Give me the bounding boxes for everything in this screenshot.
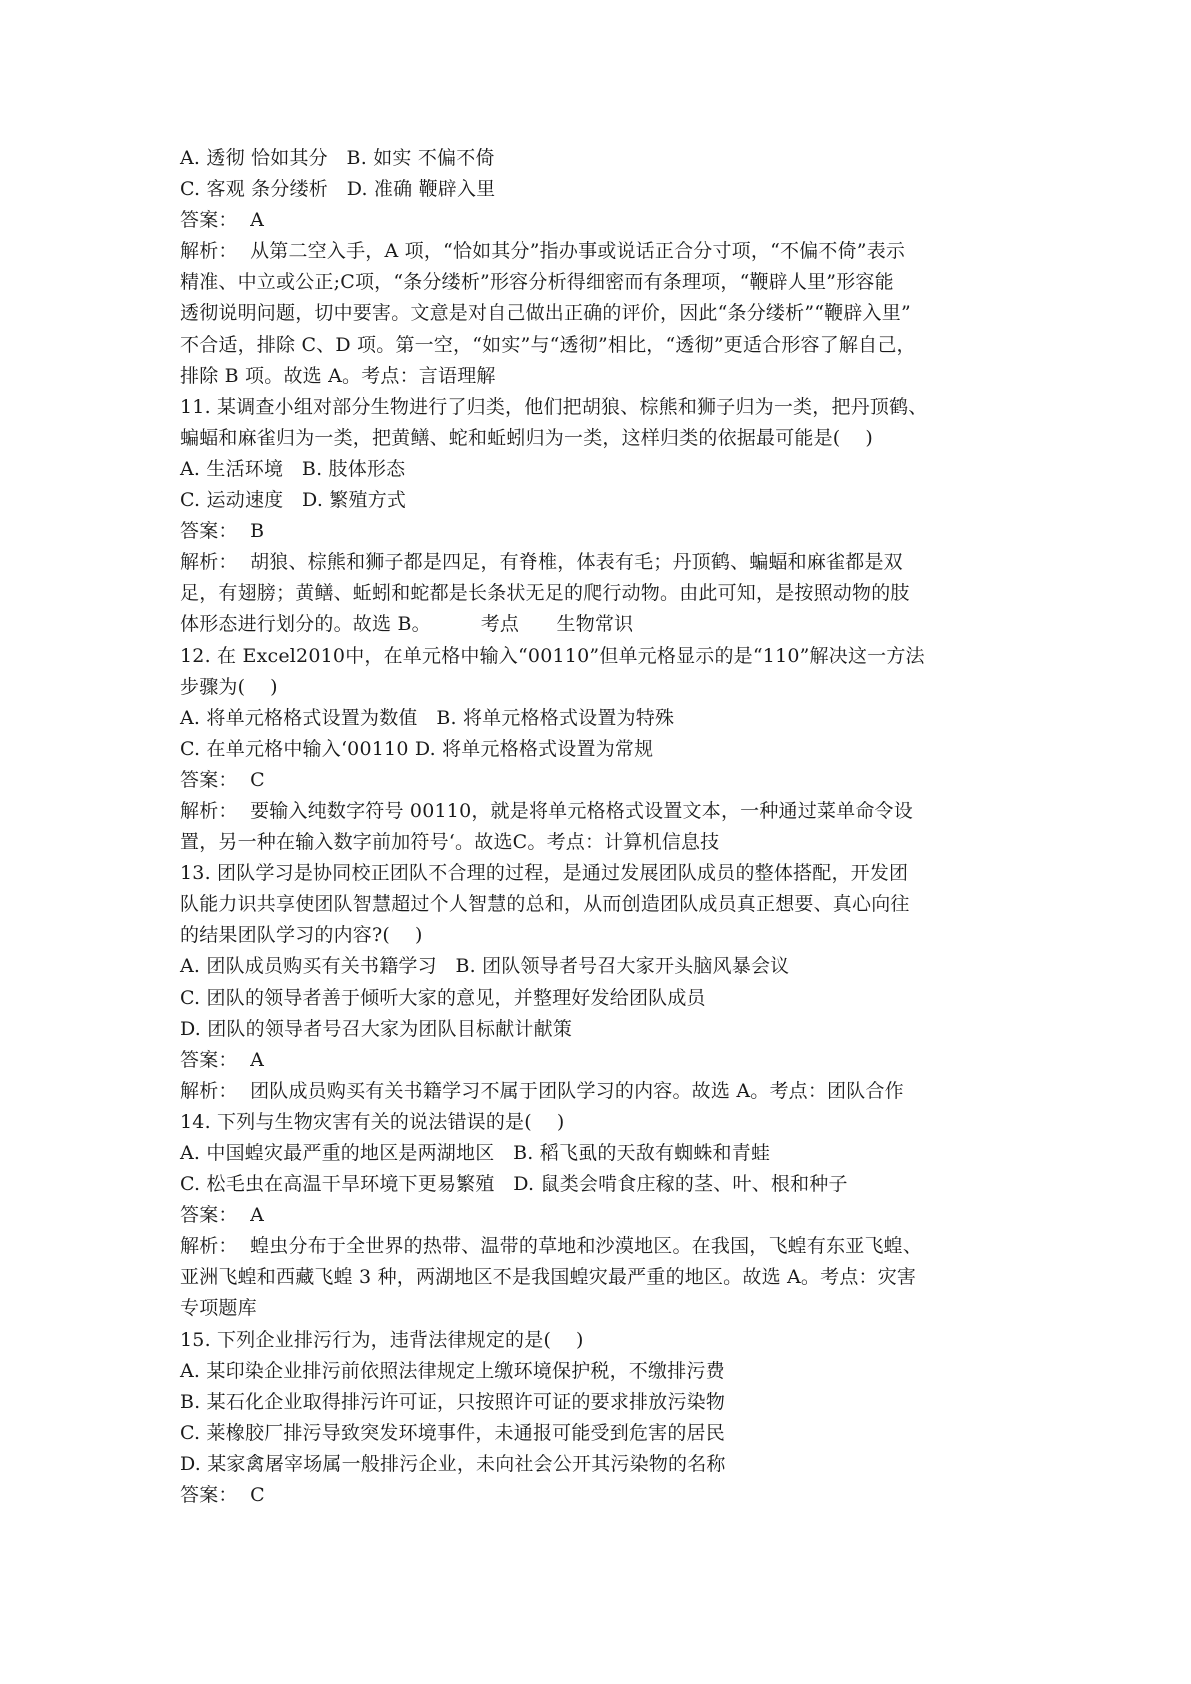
option-line: C. 松毛虫在高温干旱环境下更易繁殖 D. 鼠类会啃食庄稼的茎、叶、根和种子 [180,1173,848,1196]
answer-line: 答案： B [180,520,265,543]
explanation-line: 解析： 团队成员购买有关书籍学习不属于团队学习的内容。故选 A。考点：团队合作 [180,1079,904,1102]
option-line: B. 某石化企业取得排污许可证，只按照许可证的要求排放污染物 [180,1390,726,1413]
explanation-line: 解析： 蝗虫分布于全世界的热带、温带的草地和沙漠地区。在我国，飞蝗有东亚飞蝗、 [180,1235,923,1258]
explanation-line: 亚洲飞蝗和西藏飞蝗 3 种，两湖地区不是我国蝗灾最严重的地区。故选 A。考点：灾害 [180,1266,917,1289]
answer-line: 答案： A [180,209,265,232]
option-line: C. 团队的领导者善于倾听大家的意见，并整理好发给团队成员 [180,986,706,1009]
explanation-line: 透彻说明问题，切中要害。文意是对自己做出正确的评价，因此“条分缕析”“鞭辟入里” [180,302,911,325]
explanation-line: 解析： 从第二空入手，A 项，“恰如其分”指办事或说话正合分寸项，“不偏不倚”表示 [180,240,906,263]
explanation-line: 不合适，排除 C、D 项。第一空，“如实”与“透彻”相比，“透彻”更适合形容了解自己， [180,333,916,356]
option-line: C. 莱橡胶厂排污导致突发环境事件，未通报可能受到危害的居民 [180,1421,725,1444]
document-page [180,143,1080,1511]
explanation-line: 置，另一种在输入数字前加符号‘。故选C。考点：计算机信息技 [180,831,720,854]
explanation-line: 解析： 要输入纯数字符号 00110，就是将单元格格式设置文本，一种通过菜单命令设 [180,799,913,822]
explanation-line: 精准、中立或公正;C项，“条分缕析”形容分析得细密而有条理项，“鞭辟人里”形容能 [180,271,894,294]
answer-line: 答案： C [180,1484,265,1507]
option-line: C. 运动速度 D. 繁殖方式 [180,489,407,512]
explanation-line: 专项题库 [180,1297,257,1320]
question-line: 13. 团队学习是协同校正团队不合理的过程，是通过发展团队成员的整体搭配，开发团 [180,862,909,885]
explanation-line: 体形态进行划分的。故选 B。 考点 生物常识 [180,613,634,636]
question-line: 蝙蝠和麻雀归为一类，把黄鳝、蛇和蚯蚓归为一类，这样归类的依据最可能是( ) [180,426,873,449]
explanation-line: 解析： 胡狼、棕熊和狮子都是四足，有脊椎，体表有毛；丹顶鹤、蝙蝠和麻雀都是双 [180,551,903,574]
text-line: A. 透彻 恰如其分 B. 如实 不偏不倚 [180,147,495,169]
option-line: A. 中国蝗灾最严重的地区是两湖地区 B. 稻飞虱的天敌有蜘蛛和青蛙 [180,1142,771,1164]
question-line: 的结果团队学习的内容?( ) [180,924,423,947]
answer-line: 答案： A [180,1048,265,1071]
answer-line: 答案： C [180,768,265,791]
explanation-line: 足，有翅膀；黄鳝、蚯蚓和蛇都是长条状无足的爬行动物。由此可知，是按照动物的肢 [180,582,910,605]
text-line: C. 客观 条分缕析 D. 准确 鞭辟入里 [180,178,496,201]
question-line: 12. 在 Excel2010中，在单元格中输入“00110”但单元格显示的是“110”解决这一方法 [180,644,925,667]
answer-line: 答案： A [180,1204,265,1227]
option-line: A. 团队成员购买有关书籍学习 B. 团队领导者号召大家开头脑风暴会议 [180,955,790,978]
option-line: A. 某印染企业排污前依照法律规定上缴环境保护税，不缴排污费 [180,1359,725,1382]
option-line: C. 在单元格中输入‘00110 D. 将单元格格式设置为常规 [180,737,654,760]
option-line: A. 生活环境 B. 肢体形态 [180,457,406,480]
option-line: D. 团队的领导者号召大家为团队目标献计献策 [180,1017,573,1040]
question-line: 队能力识共享使团队智慧超过个人智慧的总和，从而创造团队成员真正想要、真心向往 [180,893,910,916]
option-line: D. 某家禽屠宰场属一般排污企业，未向社会公开其污染物的名称 [180,1452,726,1475]
question-line: 11. 某调查小组对部分生物进行了归类，他们把胡狼、棕熊和狮子归为一类，把丹顶鹤、 [180,395,928,418]
option-line: A. 将单元格格式设置为数值 B. 将单元格格式设置为特殊 [180,706,675,729]
question-line: 15. 下列企业排污行为，违背法律规定的是( ) [180,1328,584,1351]
question-line: 14. 下列与生物灾害有关的说法错误的是( ) [180,1110,565,1133]
explanation-line: 排除 B 项。故选 A。考点：言语理解 [180,364,496,387]
question-line: 步骤为( ) [180,675,278,698]
